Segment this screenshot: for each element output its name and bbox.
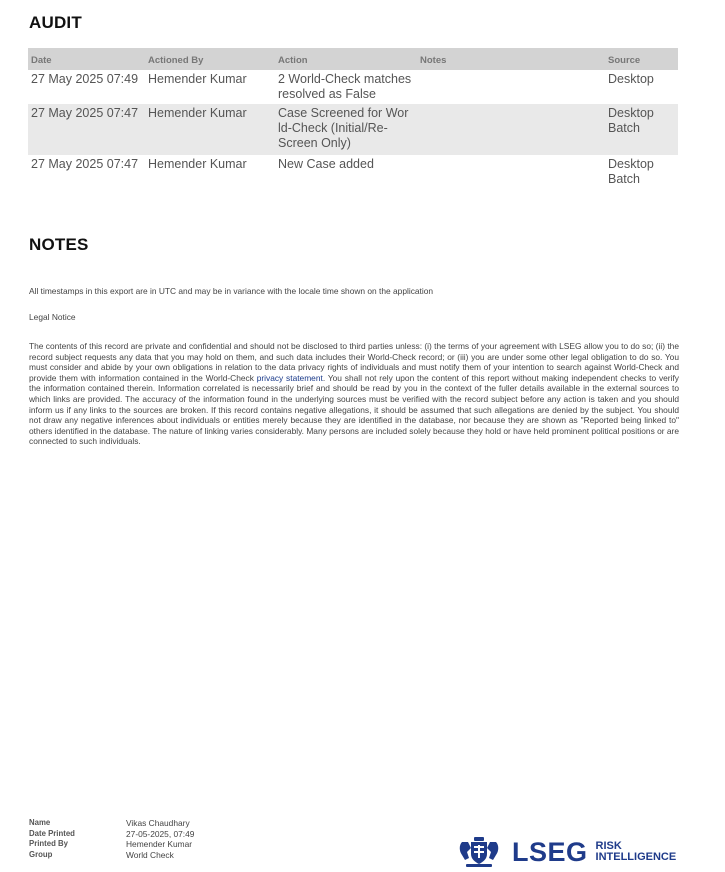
table-row bbox=[28, 104, 678, 155]
group-label: Group bbox=[29, 849, 53, 859]
cell-notes bbox=[417, 104, 605, 155]
cell-actioned-by: Hemender Kumar bbox=[145, 104, 275, 155]
cell-source: Desktop bbox=[608, 72, 654, 86]
ri-line-2: INTELLIGENCE bbox=[595, 851, 677, 863]
column-header-notes: Notes bbox=[417, 48, 605, 70]
column-header-date: Date bbox=[28, 48, 145, 70]
cell-source: Desktop Batch bbox=[608, 157, 654, 186]
column-header-action: Action bbox=[275, 48, 417, 70]
lseg-wordmark: LSEG bbox=[512, 837, 588, 867]
date-printed-value: 27-05-2025, 07:49 bbox=[126, 828, 195, 839]
legal-text-part: The contents of this record are private and confidential and should not be disclosed to third parties unless: (i) the terms of your agreement with LSEG allow you to do so; (ii) the record subject requests any data that you may hold on them, and such data includes their World-Check record; or (iii) you are under some other legal obligation to do so. You must consider and abide by your own obligations in relation to the data privacy rights of individuals and must notify them of your intention to search against World-Check and provide them with information contained in the World-Check bbox=[29, 341, 679, 383]
cell-actioned-by: Hemender Kumar bbox=[148, 157, 247, 171]
ri-line-1: RISK bbox=[595, 840, 622, 852]
legal-notice-text bbox=[29, 341, 679, 447]
group-value: World Check bbox=[126, 849, 174, 860]
timestamp-note: All timestamps in this export are in UTC and may be in variance with the locale time shown on the application bbox=[29, 286, 434, 296]
cell-notes bbox=[417, 155, 605, 190]
cell-action: Case Screened for Wor ld-Check (Initial/Re- Screen Only) bbox=[275, 104, 417, 155]
cell-date: 27 May 2025 07:47 bbox=[31, 157, 139, 171]
audit-table bbox=[28, 48, 678, 190]
column-header-actioned-by: Actioned By bbox=[145, 48, 275, 70]
cell-notes bbox=[417, 70, 605, 104]
table-row bbox=[28, 70, 678, 104]
legal-notice-label: Legal Notice bbox=[29, 312, 76, 322]
name-label: Name bbox=[29, 818, 51, 827]
cell-action: New Case added bbox=[278, 157, 374, 171]
printed-by-value: Hemender Kumar bbox=[126, 839, 193, 849]
printed-by-label: Printed By bbox=[29, 839, 68, 848]
name-value: Vikas Chaudhary bbox=[126, 818, 190, 828]
cell-date: 27 May 2025 07:49 bbox=[31, 72, 139, 86]
cell-date: 27 May 2025 07:47 bbox=[28, 104, 145, 155]
print-metadata bbox=[29, 818, 194, 860]
column-header-source: Source bbox=[605, 48, 678, 70]
cell-actioned-by: Hemender Kumar bbox=[148, 72, 247, 86]
audit-heading: AUDIT bbox=[29, 13, 82, 32]
cell-action: 2 World-Check matches resolved as False bbox=[278, 72, 412, 101]
notes-heading: NOTES bbox=[29, 235, 89, 254]
risk-intelligence-label bbox=[596, 841, 677, 863]
lseg-logo bbox=[456, 836, 676, 868]
cell-source: Desktop Batch bbox=[605, 104, 678, 155]
table-row bbox=[28, 155, 678, 190]
date-printed-label: Date Printed bbox=[29, 828, 75, 838]
audit-header-row bbox=[28, 48, 678, 70]
crest-icon bbox=[456, 836, 502, 868]
privacy-statement-link[interactable]: privacy statement bbox=[256, 372, 323, 383]
legal-text-part: . You shall not rely upon the content of this report without making independent checks to verify the information contained therein. Information correlated is necessarily brief and should be read by you in the context of the fuller details available in the external sources to which links are provided. The accuracy of the information found in the underlying sources must be verified with the record subject before any action is taken and you should inform us if any links to the sources are broken. If this record contains negative allegations, it should be assumed that such allegations are denied by the subject. You should not draw any negative inferences about individuals or entities merely because they are identified in the database, nor because they are shown as "Reported being linked to" others identified in the database. The nature of linking varies considerably. Many persons are included solely because they hold or have held prominent political positions or are connected to such individuals. bbox=[29, 372, 679, 447]
